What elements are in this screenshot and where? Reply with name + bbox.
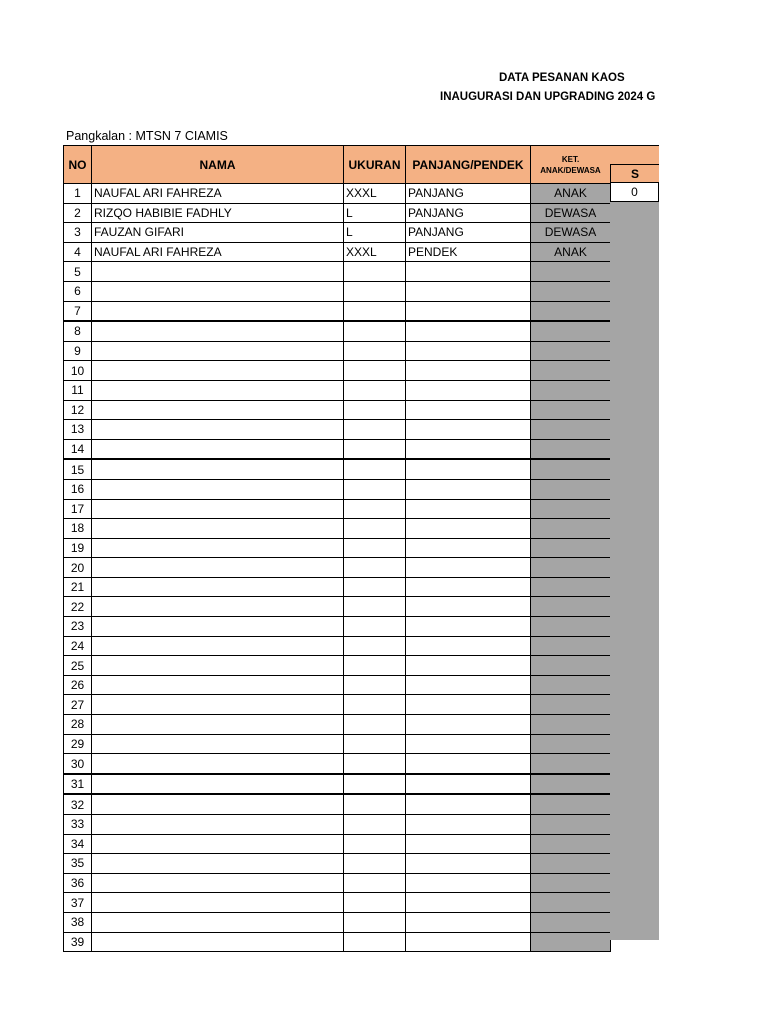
cell-ukuran[interactable] [344, 281, 406, 301]
s-value-cell[interactable]: 0 [610, 183, 659, 202]
cell-ukuran[interactable] [344, 912, 406, 932]
cell-no[interactable]: 27 [64, 695, 92, 715]
cell-panjang-pendek[interactable] [406, 774, 531, 795]
cell-no[interactable]: 3 [64, 223, 92, 243]
cell-no[interactable]: 25 [64, 656, 92, 676]
table-row [64, 439, 611, 459]
cell-ukuran[interactable] [344, 715, 406, 735]
table-row [64, 715, 611, 735]
table-row [64, 380, 611, 400]
cell-ket[interactable] [531, 893, 611, 913]
cell-nama[interactable] [92, 400, 344, 420]
cell-nama[interactable]: FAUZAN GIFARI [92, 223, 344, 243]
table-row [64, 577, 611, 597]
cell-ukuran[interactable] [344, 380, 406, 400]
cell-ukuran[interactable] [344, 893, 406, 913]
cell-panjang-pendek[interactable] [406, 420, 531, 440]
cell-ukuran[interactable]: L [344, 223, 406, 243]
cell-panjang-pendek[interactable] [406, 854, 531, 874]
cell-ket[interactable] [531, 794, 611, 814]
cell-ket[interactable] [531, 341, 611, 361]
cell-nama[interactable] [92, 321, 344, 341]
cell-ket[interactable] [531, 479, 611, 499]
cell-nama[interactable] [92, 459, 344, 479]
cell-panjang-pendek[interactable] [406, 301, 531, 321]
cell-ket[interactable] [531, 774, 611, 795]
cell-no[interactable]: 1 [64, 184, 92, 204]
cell-ket[interactable] [531, 361, 611, 381]
cell-ukuran[interactable] [344, 499, 406, 519]
table-row [64, 281, 611, 301]
cell-nama[interactable]: RIZQO HABIBIE FADHLY [92, 203, 344, 223]
cell-ukuran[interactable] [344, 361, 406, 381]
table-row [64, 636, 611, 656]
table-row [64, 242, 611, 262]
cell-nama[interactable] [92, 734, 344, 754]
cell-ket[interactable] [531, 834, 611, 854]
cell-ket[interactable] [531, 321, 611, 341]
cell-ukuran[interactable]: L [344, 203, 406, 223]
cell-ukuran[interactable] [344, 459, 406, 479]
cell-nama[interactable] [92, 439, 344, 459]
cell-ukuran[interactable] [344, 794, 406, 814]
table-row [64, 815, 611, 835]
cell-nama[interactable] [92, 715, 344, 735]
table-row [64, 538, 611, 558]
table-row [64, 459, 611, 479]
cell-ket[interactable] [531, 912, 611, 932]
table-row [64, 873, 611, 893]
cell-no[interactable]: 22 [64, 597, 92, 617]
cell-ket[interactable] [531, 854, 611, 874]
col-header-nama[interactable]: NAMA [92, 146, 344, 184]
cell-ukuran[interactable]: XXXL [344, 184, 406, 204]
page-subtitle: INAUGURASI DAN UPGRADING 2024 G [440, 91, 656, 103]
cell-ket[interactable] [531, 558, 611, 578]
table-row [64, 558, 611, 578]
cell-panjang-pendek[interactable] [406, 479, 531, 499]
pangkalan-label: Pangkalan : [66, 129, 133, 143]
cell-ukuran[interactable] [344, 479, 406, 499]
cell-ukuran[interactable] [344, 873, 406, 893]
cell-nama[interactable] [92, 617, 344, 637]
cell-ukuran[interactable] [344, 815, 406, 835]
cell-no[interactable]: 19 [64, 538, 92, 558]
table-row [64, 262, 611, 282]
cell-nama[interactable] [92, 538, 344, 558]
cell-panjang-pendek[interactable] [406, 617, 531, 637]
table-row [64, 361, 611, 381]
cell-panjang-pendek[interactable] [406, 912, 531, 932]
cell-ukuran[interactable] [344, 558, 406, 578]
cell-nama[interactable] [92, 675, 344, 695]
cell-panjang-pendek[interactable] [406, 519, 531, 539]
cell-no[interactable]: 24 [64, 636, 92, 656]
table-row [64, 341, 611, 361]
table-row [64, 834, 611, 854]
cell-nama[interactable] [92, 380, 344, 400]
cell-no[interactable]: 33 [64, 815, 92, 835]
cell-ket[interactable] [531, 715, 611, 735]
cell-no[interactable]: 14 [64, 439, 92, 459]
cell-nama[interactable] [92, 656, 344, 676]
extra-columns [610, 145, 659, 940]
cell-ket[interactable] [531, 815, 611, 835]
cell-no[interactable]: 10 [64, 361, 92, 381]
cell-ket[interactable] [531, 439, 611, 459]
table-row [64, 695, 611, 715]
cell-panjang-pendek[interactable] [406, 873, 531, 893]
cell-panjang-pendek[interactable] [406, 675, 531, 695]
cell-panjang-pendek[interactable] [406, 361, 531, 381]
table-row [64, 617, 611, 637]
cell-nama[interactable] [92, 893, 344, 913]
cell-panjang-pendek[interactable] [406, 538, 531, 558]
pangkalan-value: MTSN 7 CIAMIS [135, 129, 228, 143]
cell-ket[interactable]: ANAK [531, 242, 611, 262]
cell-ukuran[interactable] [344, 636, 406, 656]
cell-panjang-pendek[interactable] [406, 893, 531, 913]
cell-panjang-pendek[interactable] [406, 281, 531, 301]
cell-ket[interactable] [531, 301, 611, 321]
cell-nama[interactable] [92, 636, 344, 656]
cell-panjang-pendek[interactable] [406, 558, 531, 578]
table-row [64, 774, 611, 795]
cell-panjang-pendek[interactable] [406, 794, 531, 814]
cell-panjang-pendek[interactable] [406, 636, 531, 656]
cell-panjang-pendek[interactable] [406, 380, 531, 400]
cell-no[interactable]: 29 [64, 734, 92, 754]
cell-ukuran[interactable] [344, 321, 406, 341]
cell-ket[interactable]: DEWASA [531, 203, 611, 223]
cell-no[interactable]: 8 [64, 321, 92, 341]
cell-ukuran[interactable]: XXXL [344, 242, 406, 262]
table-row [64, 400, 611, 420]
cell-ket[interactable] [531, 420, 611, 440]
cell-nama[interactable] [92, 873, 344, 893]
col-header-no[interactable]: NO [64, 146, 92, 184]
cell-panjang-pendek[interactable] [406, 321, 531, 341]
cell-ukuran[interactable] [344, 854, 406, 874]
cell-nama[interactable] [92, 912, 344, 932]
cell-nama[interactable] [92, 499, 344, 519]
cell-ket[interactable] [531, 636, 611, 656]
cell-nama[interactable] [92, 854, 344, 874]
cell-ket[interactable]: DEWASA [531, 223, 611, 243]
cell-panjang-pendek[interactable] [406, 734, 531, 754]
cell-ukuran[interactable] [344, 301, 406, 321]
cell-ket[interactable] [531, 577, 611, 597]
cell-no[interactable]: 31 [64, 774, 92, 795]
cell-nama[interactable] [92, 834, 344, 854]
cell-panjang-pendek[interactable] [406, 597, 531, 617]
cell-ket[interactable] [531, 675, 611, 695]
cell-ukuran[interactable] [344, 538, 406, 558]
cell-no[interactable]: 5 [64, 262, 92, 282]
cell-nama[interactable] [92, 558, 344, 578]
cell-ukuran[interactable] [344, 400, 406, 420]
table-row [64, 734, 611, 754]
cell-panjang-pendek[interactable] [406, 656, 531, 676]
cell-ket[interactable] [531, 459, 611, 479]
cell-no[interactable]: 12 [64, 400, 92, 420]
cell-nama[interactable] [92, 479, 344, 499]
col-header-ket[interactable] [531, 146, 611, 184]
cell-panjang-pendek[interactable]: PANJANG [406, 203, 531, 223]
col-header-s[interactable]: S [610, 164, 659, 183]
table-row [64, 321, 611, 341]
table-row [64, 854, 611, 874]
cell-ukuran[interactable] [344, 262, 406, 282]
cell-ket[interactable] [531, 281, 611, 301]
table-row [64, 656, 611, 676]
cell-ket[interactable] [531, 734, 611, 754]
cell-ket[interactable] [531, 538, 611, 558]
table-row [64, 499, 611, 519]
cell-ukuran[interactable] [344, 754, 406, 774]
cell-nama[interactable] [92, 420, 344, 440]
cell-nama[interactable] [92, 519, 344, 539]
cell-ukuran[interactable] [344, 695, 406, 715]
cell-nama[interactable] [92, 815, 344, 835]
cell-no[interactable]: 28 [64, 715, 92, 735]
cell-no[interactable]: 39 [64, 932, 92, 952]
cell-ukuran[interactable] [344, 656, 406, 676]
order-table [63, 145, 611, 952]
table-header-row [64, 146, 611, 184]
cell-no[interactable]: 4 [64, 242, 92, 262]
cell-no[interactable]: 36 [64, 873, 92, 893]
table-row [64, 912, 611, 932]
cell-no[interactable]: 38 [64, 912, 92, 932]
cell-no[interactable]: 11 [64, 380, 92, 400]
table-row [64, 519, 611, 539]
col-header-panjang-pendek[interactable]: PANJANG/PENDEK [406, 146, 531, 184]
cell-no[interactable]: 21 [64, 577, 92, 597]
cell-panjang-pendek[interactable] [406, 341, 531, 361]
cell-panjang-pendek[interactable] [406, 715, 531, 735]
cell-ket[interactable] [531, 932, 611, 952]
cell-ukuran[interactable] [344, 675, 406, 695]
cell-ukuran[interactable] [344, 932, 406, 952]
extra-gray-fill [610, 202, 659, 940]
cell-nama[interactable] [92, 932, 344, 952]
cell-ket[interactable] [531, 873, 611, 893]
cell-ukuran[interactable] [344, 341, 406, 361]
table-row [64, 754, 611, 774]
col-header-ukuran[interactable]: UKURAN [344, 146, 406, 184]
cell-ukuran[interactable] [344, 774, 406, 795]
page-title: DATA PESANAN KAOS [499, 72, 625, 84]
cell-ukuran[interactable] [344, 519, 406, 539]
cell-nama[interactable] [92, 794, 344, 814]
cell-panjang-pendek[interactable]: PENDEK [406, 242, 531, 262]
cell-nama[interactable] [92, 597, 344, 617]
cell-ket[interactable] [531, 695, 611, 715]
cell-ukuran[interactable] [344, 439, 406, 459]
cell-nama[interactable] [92, 341, 344, 361]
cell-ket[interactable] [531, 597, 611, 617]
cell-panjang-pendek[interactable]: PANJANG [406, 223, 531, 243]
table-row [64, 932, 611, 952]
cell-ket[interactable] [531, 380, 611, 400]
cell-no[interactable]: 13 [64, 420, 92, 440]
cell-nama[interactable] [92, 754, 344, 774]
extra-header-fill [610, 145, 659, 165]
cell-nama[interactable] [92, 301, 344, 321]
table-row [64, 794, 611, 814]
cell-no[interactable]: 15 [64, 459, 92, 479]
cell-ket[interactable] [531, 499, 611, 519]
cell-no[interactable]: 18 [64, 519, 92, 539]
cell-no[interactable]: 20 [64, 558, 92, 578]
cell-no[interactable]: 26 [64, 675, 92, 695]
cell-nama[interactable] [92, 361, 344, 381]
cell-ukuran[interactable] [344, 420, 406, 440]
cell-panjang-pendek[interactable] [406, 695, 531, 715]
cell-no[interactable]: 32 [64, 794, 92, 814]
table-row [64, 479, 611, 499]
cell-ket[interactable] [531, 617, 611, 637]
cell-nama[interactable] [92, 695, 344, 715]
cell-ukuran[interactable] [344, 834, 406, 854]
cell-ukuran[interactable] [344, 734, 406, 754]
table-row [64, 597, 611, 617]
cell-panjang-pendek[interactable]: PANJANG [406, 184, 531, 204]
cell-no[interactable]: 37 [64, 893, 92, 913]
table-row [64, 184, 611, 204]
cell-panjang-pendek[interactable] [406, 834, 531, 854]
table-row [64, 420, 611, 440]
cell-nama[interactable]: NAUFAL ARI FAHREZA [92, 184, 344, 204]
cell-panjang-pendek[interactable] [406, 262, 531, 282]
cell-panjang-pendek[interactable] [406, 754, 531, 774]
cell-panjang-pendek[interactable] [406, 577, 531, 597]
cell-nama[interactable] [92, 577, 344, 597]
cell-panjang-pendek[interactable] [406, 400, 531, 420]
cell-ukuran[interactable] [344, 597, 406, 617]
cell-no[interactable]: 9 [64, 341, 92, 361]
col-header-ket-line1: KET. [561, 154, 580, 164]
table-row [64, 675, 611, 695]
cell-ket[interactable] [531, 656, 611, 676]
cell-panjang-pendek[interactable] [406, 439, 531, 459]
cell-ket[interactable]: ANAK [531, 184, 611, 204]
cell-no[interactable]: 30 [64, 754, 92, 774]
cell-ket[interactable] [531, 262, 611, 282]
cell-no[interactable]: 7 [64, 301, 92, 321]
cell-ukuran[interactable] [344, 577, 406, 597]
cell-ket[interactable] [531, 754, 611, 774]
col-header-ket-line2: ANAK/DEWASA [540, 165, 601, 175]
cell-no[interactable]: 16 [64, 479, 92, 499]
cell-no[interactable]: 35 [64, 854, 92, 874]
cell-nama[interactable] [92, 262, 344, 282]
cell-nama[interactable] [92, 281, 344, 301]
table-row [64, 223, 611, 243]
table-row [64, 301, 611, 321]
cell-no[interactable]: 2 [64, 203, 92, 223]
cell-no[interactable]: 34 [64, 834, 92, 854]
cell-panjang-pendek[interactable] [406, 932, 531, 952]
cell-panjang-pendek[interactable] [406, 815, 531, 835]
cell-no[interactable]: 6 [64, 281, 92, 301]
cell-panjang-pendek[interactable] [406, 459, 531, 479]
cell-panjang-pendek[interactable] [406, 499, 531, 519]
cell-nama[interactable]: NAUFAL ARI FAHREZA [92, 242, 344, 262]
cell-ukuran[interactable] [344, 617, 406, 637]
cell-no[interactable]: 17 [64, 499, 92, 519]
cell-ket[interactable] [531, 519, 611, 539]
cell-nama[interactable] [92, 774, 344, 795]
table-row [64, 203, 611, 223]
table-row [64, 893, 611, 913]
cell-ket[interactable] [531, 400, 611, 420]
cell-no[interactable]: 23 [64, 617, 92, 637]
pangkalan-line [66, 129, 228, 143]
